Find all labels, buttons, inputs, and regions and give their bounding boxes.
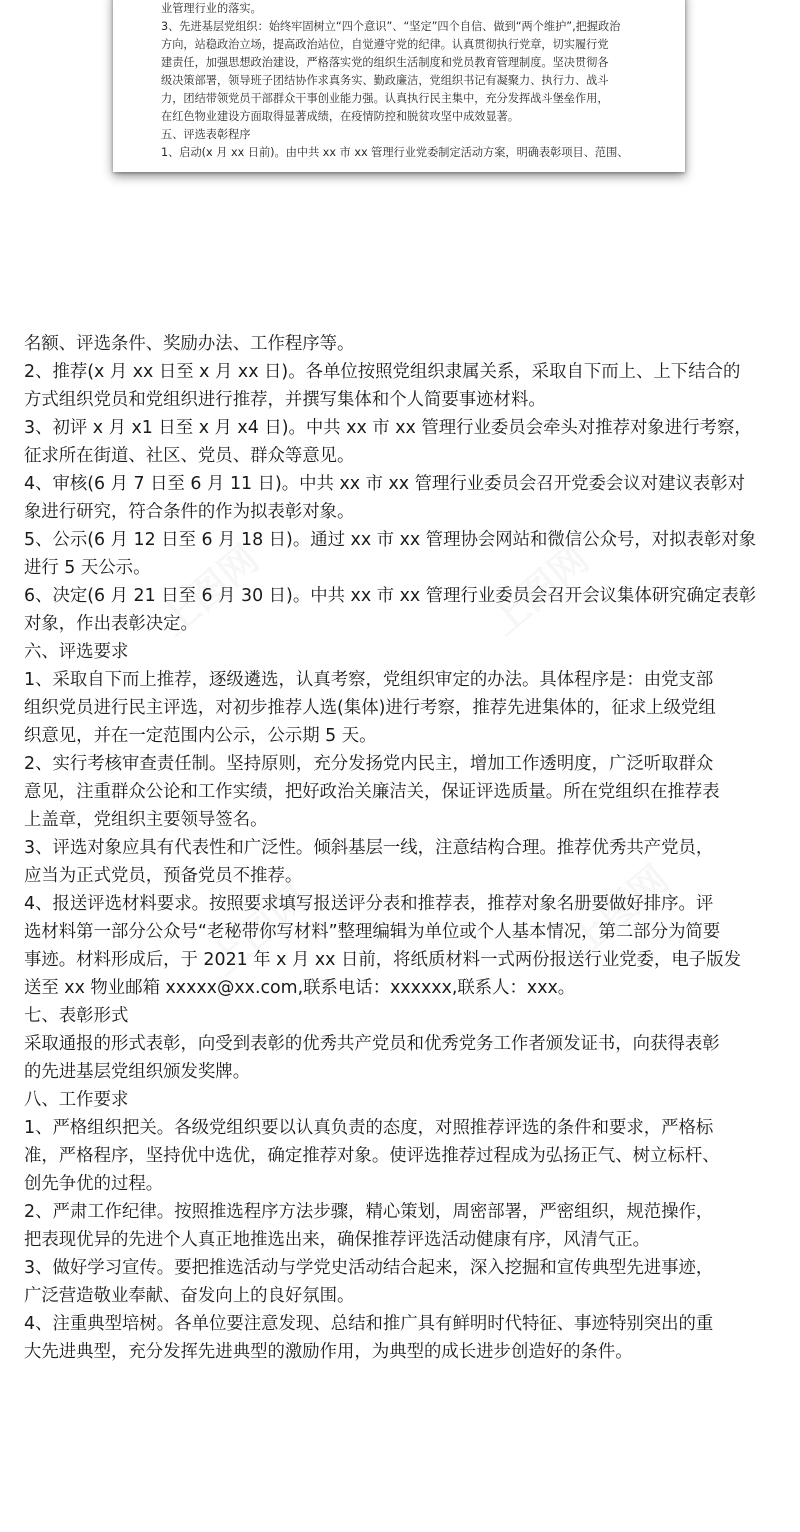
text-line: 6、决定(6 月 21 日至 6 月 30 日)。中共 xx 市 xx 管理行业委员会召开会议集体研究确定表彰 [24, 586, 757, 606]
text-line: 名额、评选条件、奖励办法、工作程序等。 [24, 334, 355, 354]
preview-line: 方向，站稳政治立场，提高政治站位，自觉遵守党的纪律。认真贯彻执行党章，切实履行党 [161, 38, 609, 51]
document-preview [0, 0, 800, 200]
text-line: 3、初评 x 月 x1 日至 x 月 x4 日)。中共 xx 市 xx 管理行业委员会牵头对推荐对象进行考察， [24, 418, 752, 438]
preview-page-card [113, 0, 685, 172]
text-line: 2、严肃工作纪律。按照推选程序方法步骤，精心策划，周密部署，严密组织，规范操作， [24, 1202, 714, 1222]
text-line: 2、实行考核审查责任制。坚持原则，充分发扬党内民主，增加工作透明度，广泛听取群众 [24, 754, 714, 774]
preview-line: 建责任，加强思想政治建设，严格落实党的组织生活制度和党员教育管理制度。坚决贯彻各 [161, 56, 609, 69]
text-line: 选材料第一部分公众号“老秘带你写材料”整理编辑为单位或个人基本情况，第二部分为简要 [24, 922, 721, 942]
section-heading: 六、评选要求 [24, 642, 129, 662]
preview-line: 3、先进基层党组织：始终牢固树立“四个意识”、“坚定”四个自信、做到“两个维护”,把握政治 [161, 20, 621, 33]
text-line: 4、注重典型培树。各单位要注意发现、总结和推广具有鲜明时代特征、事迹特别突出的重 [24, 1314, 714, 1334]
text-line: 创先争优的过程。 [24, 1174, 164, 1194]
text-line: 的先进基层党组织颁发奖牌。 [24, 1062, 251, 1082]
text-line: 广泛营造敬业奉献、奋发向上的良好氛围。 [24, 1286, 355, 1306]
section-heading: 七、表彰形式 [24, 1006, 129, 1026]
text-line: 5、公示(6 月 12 日至 6 月 18 日)。通过 xx 市 xx 管理协会网站和微信公众号，对拟表彰对象 [24, 530, 757, 550]
text-line: 送至 xx 物业邮箱 xxxxx@xx.com,联系电话：xxxxxx,联系人：xxx。 [24, 978, 576, 998]
section-heading: 八、工作要求 [24, 1090, 129, 1110]
text-line: 进行 5 天公示。 [24, 558, 151, 578]
preview-line: 1、启动(x 月 xx 日前)。由中共 xx 市 xx 管理行业党委制定活动方案，明确表彰项目、范围、 [161, 146, 629, 159]
text-line: 采取通报的形式表彰，向受到表彰的优秀共产党员和优秀党务工作者颁发证书，向获得表彰 [24, 1034, 720, 1054]
text-line: 4、报送评选材料要求。按照要求填写报送评分表和推荐表，推荐对象名册要做好排序。评 [24, 894, 714, 914]
text-line: 4、审核(6 月 7 日至 6 月 11 日)。中共 xx 市 xx 管理行业委员会召开党委会议对建议表彰对 [24, 474, 746, 494]
text-line: 3、做好学习宣传。要把推选活动与学党史活动结合起来，深入挖掘和宣传典型先进事迹， [24, 1258, 714, 1278]
text-line: 把表现优异的先进个人真正地推选出来，确保推荐评选活动健康有序，风清气正。 [24, 1230, 651, 1250]
text-line: 2、推荐(x 月 xx 日至 x 月 xx 日)。各单位按照党组织隶属关系，采取自下而上、上下结合的 [24, 362, 741, 382]
text-line: 组织党员进行民主评选，对初步推荐人选(集体)进行考察，推荐先进集体的，征求上级党组 [24, 698, 716, 718]
text-line: 1、采取自下而上推荐，逐级遴选，认真考察，党组织审定的办法。具体程序是：由党支部 [24, 670, 714, 690]
text-line: 上盖章，党组织主要领导签名。 [24, 810, 268, 830]
preview-line: 在红色物业建设方面取得显著成绩，在疫情防控和脱贫攻坚中成效显著。 [161, 110, 520, 123]
text-line: 3、评选对象应具有代表性和广泛性。倾斜基层一线，注意结构合理。推荐优秀共产党员， [24, 838, 714, 858]
preview-line: 业管理行业的落实。 [161, 2, 262, 15]
text-line: 大先进典型，充分发挥先进典型的激励作用，为典型的成长进步创造好的条件。 [24, 1342, 633, 1362]
text-line: 方式组织党员和党组织进行推荐，并撰写集体和个人简要事迹材料。 [24, 390, 546, 410]
text-line: 征求所在街道、社区、党员、群众等意见。 [24, 446, 355, 466]
preview-line: 力，团结带领党员干部群众干事创业能力强。认真执行民主集中，充分发挥战斗堡垒作用， [161, 92, 609, 105]
text-line: 1、严格组织把关。各级党组织要以认真负责的态度，对照推荐评选的条件和要求，严格标 [24, 1118, 714, 1138]
text-line: 织意见，并在一定范围内公示，公示期 5 天。 [24, 726, 377, 746]
text-line: 事迹。材料形成后，于 2021 年 x 月 xx 日前，将纸质材料一式两份报送行业党委，电子版发 [24, 950, 741, 970]
text-line: 对象，作出表彰决定。 [24, 614, 198, 634]
text-line: 意见，注重群众公论和工作实绩，把好政治关廉洁关，保证评选质量。所在党组织在推荐表 [24, 782, 720, 802]
text-line: 准，严格程序，坚持优中选优，确定推荐对象。使评选推荐过程成为弘扬正气、树立标杆、 [24, 1146, 720, 1166]
preview-section-heading: 五、评选表彰程序 [161, 128, 251, 141]
preview-line: 级决策部署，领导班子团结协作求真务实、勤政廉洁，党组织书记有凝聚力、执行力、战斗 [161, 74, 609, 87]
text-line: 应当为正式党员，预备党员不推荐。 [24, 866, 303, 886]
text-line: 象进行研究，符合条件的作为拟表彰对象。 [24, 502, 355, 522]
